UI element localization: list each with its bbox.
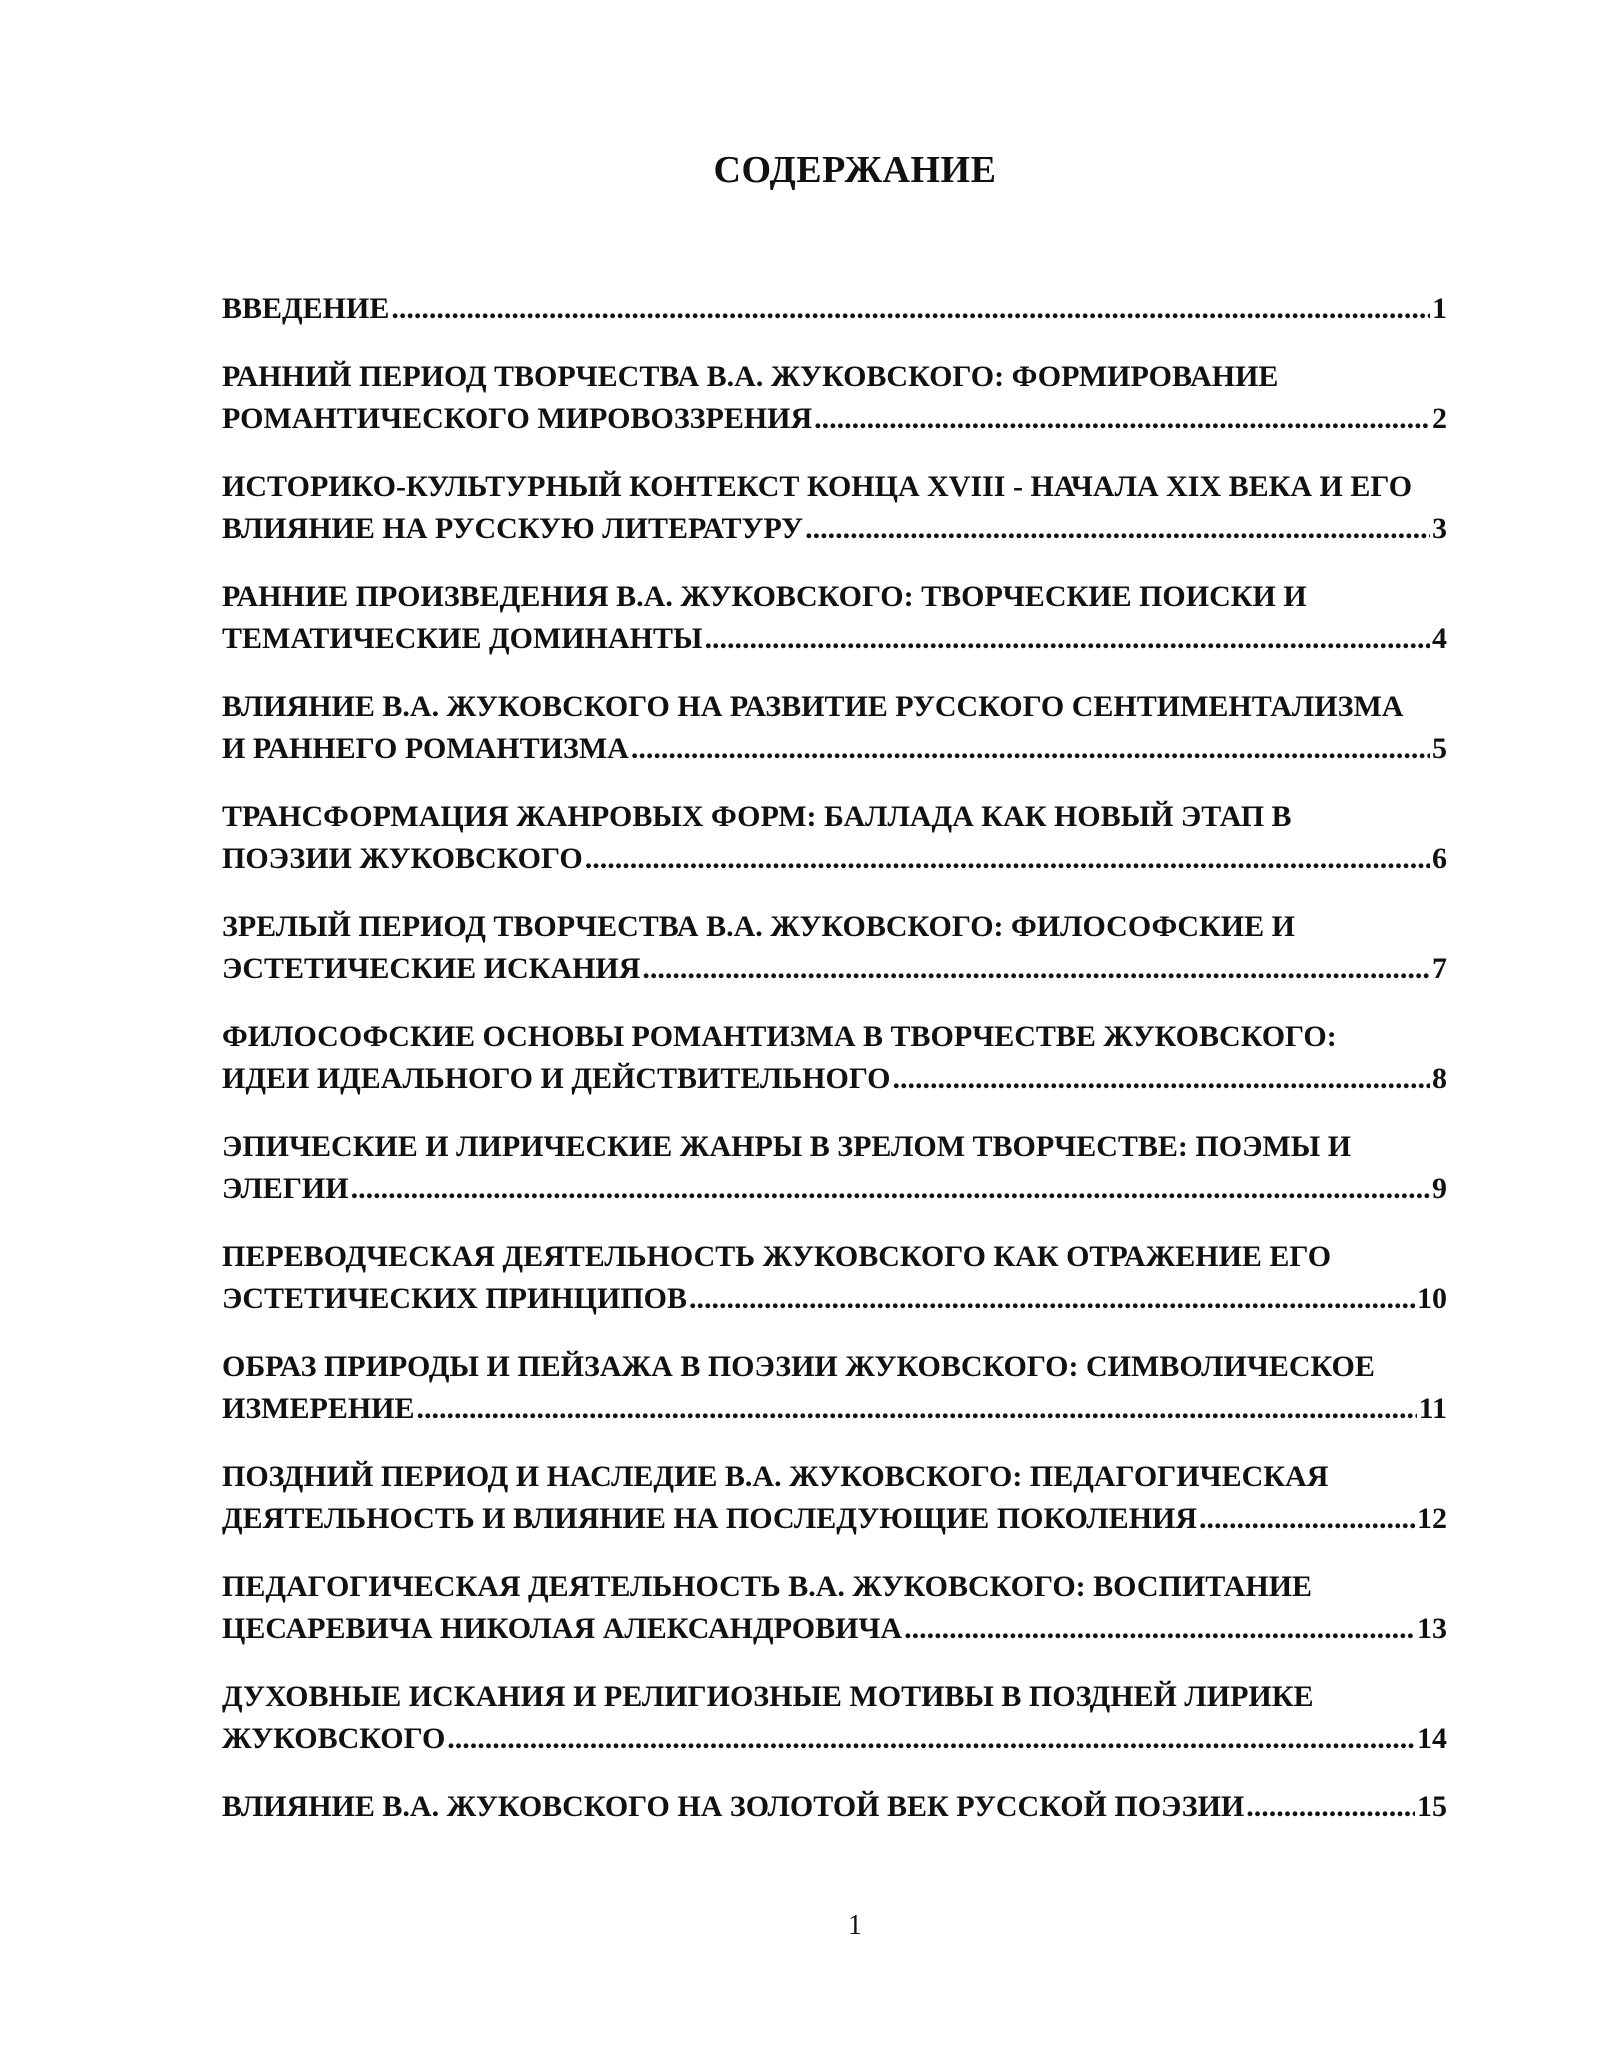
toc-entry[interactable] — [222, 576, 1447, 660]
toc-entry-title-line1: ПЕДАГОГИЧЕСКАЯ ДЕЯТЕЛЬНОСТЬ В.А. ЖУКОВСКОГО: ВОСПИТАНИЕ — [222, 1570, 1313, 1603]
toc-entry-title-line2: ЖУКОВСКОГО — [222, 1722, 446, 1755]
toc-dot-leader — [417, 1388, 1417, 1430]
toc-entry-title-line2: ТЕМАТИЧЕСКИЕ ДОМИНАНТЫ — [222, 622, 703, 655]
toc-dot-leader — [814, 398, 1430, 440]
toc-entry-title-line1: ФИЛОСОФСКИЕ ОСНОВЫ РОМАНТИЗМА В ТВОРЧЕСТВЕ ЖУКОВСКОГО: — [222, 1020, 1337, 1053]
toc-entry-last-line — [222, 1718, 1447, 1760]
table-of-contents — [222, 288, 1447, 1854]
toc-dot-leader — [689, 1278, 1415, 1320]
toc-entry-title-line2: ПОЭЗИИ ЖУКОВСКОГО — [222, 842, 583, 875]
toc-page-number: 5 — [1432, 732, 1447, 765]
toc-entry-title-line2: ДЕЯТЕЛЬНОСТЬ И ВЛИЯНИЕ НА ПОСЛЕДУЮЩИЕ ПОКОЛЕНИЯ — [222, 1502, 1198, 1535]
toc-dot-leader — [351, 1168, 1430, 1210]
toc-page-number: 12 — [1417, 1502, 1447, 1535]
page-number-footer: 1 — [848, 1910, 862, 1941]
toc-entry-last-line — [222, 398, 1447, 440]
toc-entry-last-line — [222, 728, 1447, 770]
toc-dot-leader — [704, 618, 1430, 660]
toc-page-number: 4 — [1432, 622, 1447, 655]
toc-entry-last-line — [222, 1278, 1447, 1320]
toc-entry-title-line1: ИСТОРИКО-КУЛЬТУРНЫЙ КОНТЕКСТ КОНЦА XVIII - НАЧАЛА XIX ВЕКА И ЕГО — [222, 470, 1413, 503]
toc-page-number: 9 — [1432, 1172, 1447, 1205]
toc-entry[interactable] — [222, 1016, 1447, 1100]
toc-dot-leader — [1199, 1498, 1415, 1540]
toc-dot-leader — [1246, 1786, 1415, 1828]
toc-entry-title-line2: И РАННЕГО РОМАНТИЗМА — [222, 732, 629, 765]
toc-dot-leader — [642, 948, 1430, 990]
toc-dot-leader — [631, 728, 1430, 770]
toc-entry-title-line2: ВЛИЯНИЕ НА РУССКУЮ ЛИТЕРАТУРУ — [222, 512, 804, 545]
toc-entry-last-line — [222, 618, 1447, 660]
toc-page-number: 10 — [1417, 1282, 1447, 1315]
toc-entry[interactable] — [222, 1566, 1447, 1650]
toc-entry-last-line — [222, 1058, 1447, 1100]
toc-entry[interactable] — [222, 466, 1447, 550]
toc-page-number: 8 — [1432, 1062, 1447, 1095]
toc-entry[interactable] — [222, 1346, 1447, 1430]
toc-entry-last-line — [222, 1388, 1447, 1430]
toc-entry-title-line1: ТРАНСФОРМАЦИЯ ЖАНРОВЫХ ФОРМ: БАЛЛАДА КАК НОВЫЙ ЭТАП В — [222, 800, 1292, 833]
toc-entry[interactable] — [222, 356, 1447, 440]
toc-dot-leader — [904, 1608, 1415, 1650]
toc-entry-last-line — [222, 948, 1447, 990]
toc-entry-title-line2: РОМАНТИЧЕСКОГО МИРОВОЗЗРЕНИЯ — [222, 402, 813, 435]
toc-entry-title-line2: ИДЕИ ИДЕАЛЬНОГО И ДЕЙСТВИТЕЛЬНОГО — [222, 1062, 891, 1095]
toc-entry[interactable] — [222, 1236, 1447, 1320]
toc-entry[interactable] — [222, 1126, 1447, 1210]
toc-dot-leader — [585, 838, 1430, 880]
toc-entry-last-line — [222, 1608, 1447, 1650]
toc-entry-title-line1: ЗРЕЛЫЙ ПЕРИОД ТВОРЧЕСТВА В.А. ЖУКОВСКОГО: ФИЛОСОФСКИЕ И — [222, 910, 1295, 943]
toc-entry[interactable] — [222, 796, 1447, 880]
toc-entry-title-line2: ЭЛЕГИИ — [222, 1172, 349, 1205]
toc-entry-title-line1: ДУХОВНЫЕ ИСКАНИЯ И РЕЛИГИОЗНЫЕ МОТИВЫ В ПОЗДНЕЙ ЛИРИКЕ — [222, 1680, 1314, 1713]
toc-entry-title-line2: ЦЕСАРЕВИЧА НИКОЛАЯ АЛЕКСАНДРОВИЧА — [222, 1612, 903, 1645]
toc-entry[interactable] — [222, 686, 1447, 770]
toc-page-number: 3 — [1432, 512, 1447, 545]
toc-page-number: 11 — [1418, 1392, 1447, 1425]
toc-dot-leader — [447, 1718, 1415, 1760]
toc-entry[interactable] — [222, 1456, 1447, 1540]
toc-entry-last-line — [222, 838, 1447, 880]
toc-entry-title-line1: ПОЗДНИЙ ПЕРИОД И НАСЛЕДИЕ В.А. ЖУКОВСКОГО: ПЕДАГОГИЧЕСКАЯ — [222, 1460, 1329, 1493]
toc-entry-title-line1: РАННИЕ ПРОИЗВЕДЕНИЯ В.А. ЖУКОВСКОГО: ТВОРЧЕСКИЕ ПОИСКИ И — [222, 580, 1307, 613]
toc-page-number: 14 — [1417, 1722, 1447, 1755]
toc-entry-title-line2: ВЛИЯНИЕ В.А. ЖУКОВСКОГО НА ЗОЛОТОЙ ВЕК РУССКОЙ ПОЭЗИИ — [222, 1790, 1245, 1823]
toc-page-number: 2 — [1432, 402, 1447, 435]
toc-page-number: 6 — [1432, 842, 1447, 875]
toc-page-number: 7 — [1432, 952, 1447, 985]
toc-entry-title-line1: ЭПИЧЕСКИЕ И ЛИРИЧЕСКИЕ ЖАНРЫ В ЗРЕЛОМ ТВОРЧЕСТВЕ: ПОЭМЫ И — [222, 1130, 1352, 1163]
toc-entry-title-line1: ПЕРЕВОДЧЕСКАЯ ДЕЯТЕЛЬНОСТЬ ЖУКОВСКОГО КАК ОТРАЖЕНИЕ ЕГО — [222, 1240, 1332, 1273]
toc-entry-title-line1: ОБРАЗ ПРИРОДЫ И ПЕЙЗАЖА В ПОЭЗИИ ЖУКОВСКОГО: СИМВОЛИЧЕСКОЕ — [222, 1350, 1375, 1383]
toc-dot-leader — [391, 288, 1430, 330]
toc-entry[interactable] — [222, 1786, 1447, 1828]
toc-entry[interactable] — [222, 1676, 1447, 1760]
toc-entry-title-line2: ВВЕДЕНИЕ — [222, 292, 390, 325]
toc-entry-title-line1: РАННИЙ ПЕРИОД ТВОРЧЕСТВА В.А. ЖУКОВСКОГО: ФОРМИРОВАНИЕ — [222, 360, 1279, 393]
page-title: СОДЕРЖАНИЕ — [713, 149, 997, 191]
toc-entry-title-line2: ИЗМЕРЕНИЕ — [222, 1392, 415, 1425]
toc-dot-leader — [805, 508, 1430, 550]
toc-page-number: 15 — [1417, 1790, 1447, 1823]
toc-page-number: 1 — [1432, 292, 1447, 325]
toc-entry-last-line — [222, 1786, 1447, 1828]
toc-entry-title-line2: ЭСТЕТИЧЕСКИЕ ИСКАНИЯ — [222, 952, 641, 985]
toc-entry-last-line — [222, 1168, 1447, 1210]
toc-entry-title-line2: ЭСТЕТИЧЕСКИХ ПРИНЦИПОВ — [222, 1282, 687, 1315]
toc-entry-last-line — [222, 288, 1447, 330]
toc-entry-last-line — [222, 1498, 1447, 1540]
toc-entry[interactable] — [222, 906, 1447, 990]
toc-dot-leader — [893, 1058, 1431, 1100]
toc-entry-title-line1: ВЛИЯНИЕ В.А. ЖУКОВСКОГО НА РАЗВИТИЕ РУССКОГО СЕНТИМЕНТАЛИЗМА — [222, 690, 1404, 723]
toc-entry-last-line — [222, 508, 1447, 550]
toc-page-number: 13 — [1417, 1612, 1447, 1645]
toc-entry[interactable] — [222, 288, 1447, 330]
